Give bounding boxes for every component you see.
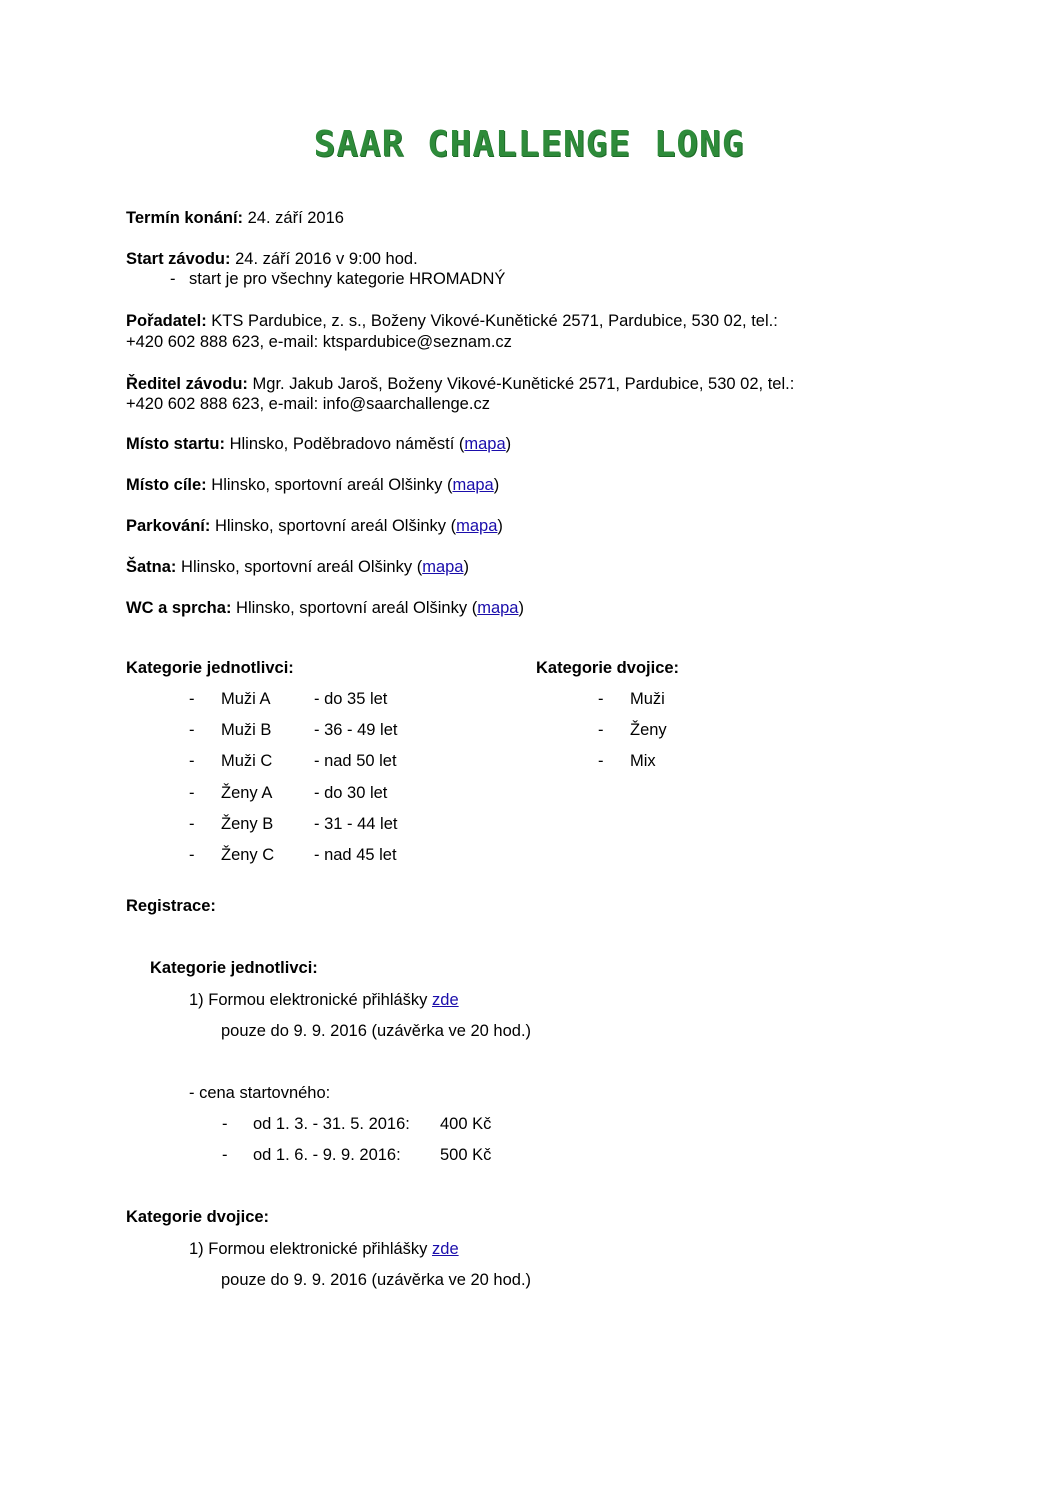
- list-dash: -: [222, 1115, 228, 1133]
- start-note: start je pro všechny kategorie HROMADNÝ: [189, 270, 506, 288]
- location-parking: [126, 516, 503, 536]
- category-name: Ženy C: [221, 846, 275, 864]
- poradatel-line1: [126, 311, 778, 331]
- category-name: Ženy A: [221, 784, 273, 802]
- start-note-dash: -: [170, 270, 176, 288]
- registrace-heading: Registrace:: [126, 897, 216, 915]
- map-link-wc[interactable]: mapa: [477, 599, 519, 617]
- start-value: 24. září 2016 v 9:00 hod.: [230, 250, 418, 268]
- location-finish-value: Hlinsko, sportovní areál Olšinky (: [206, 476, 453, 494]
- category-name: Muži: [630, 690, 665, 708]
- map-link-parking[interactable]: mapa: [456, 517, 498, 535]
- location-wc-value: Hlinsko, sportovní areál Olšinky (: [231, 599, 478, 617]
- list-dash: -: [189, 690, 195, 708]
- location-parking-label: Parkování:: [126, 517, 211, 535]
- termin-value: 24. září 2016: [243, 209, 344, 227]
- category-name: Ženy: [630, 721, 667, 739]
- list-dash: -: [189, 721, 195, 739]
- list-dash: -: [222, 1146, 228, 1164]
- category-name: Mix: [630, 752, 656, 770]
- price-period: od 1. 3. - 31. 5. 2016:: [253, 1115, 410, 1133]
- list-dash: -: [189, 846, 195, 864]
- list-dash: -: [598, 752, 604, 770]
- map-link-finish[interactable]: mapa: [452, 476, 494, 494]
- list-dash: -: [598, 721, 604, 739]
- list-dash: -: [598, 690, 604, 708]
- category-age: - do 35 let: [314, 690, 388, 708]
- reg-step-text: 1) Formou elektronické přihlášky: [189, 991, 433, 1009]
- reg-jednotlivci-deadline: pouze do 9. 9. 2016 (uzávěrka ve 20 hod.): [221, 1022, 532, 1040]
- list-dash: -: [189, 752, 195, 770]
- category-age: - do 30 let: [314, 784, 388, 802]
- start-line: [126, 249, 418, 269]
- reg-dvojice-step: [189, 1240, 459, 1259]
- location-finish: [126, 475, 499, 495]
- location-parking-after: ): [497, 517, 503, 535]
- reg-jednotlivci-heading: Kategorie jednotlivci:: [150, 959, 318, 977]
- location-finish-label: Místo cíle:: [126, 476, 207, 494]
- poradatel-line2: +420 602 888 623, e-mail: ktspardubice@seznam.cz: [126, 333, 512, 351]
- reg-jednotlivci-step: [189, 991, 459, 1010]
- location-wc: [126, 598, 524, 618]
- location-start: [126, 434, 511, 454]
- register-link-individual[interactable]: zde: [432, 991, 459, 1009]
- price-heading: - cena startovného:: [189, 1084, 331, 1102]
- register-link-pairs[interactable]: zde: [432, 1240, 459, 1258]
- location-finish-after: ): [493, 476, 500, 494]
- map-link-start[interactable]: mapa: [464, 435, 506, 453]
- location-wc-after: ): [518, 599, 524, 617]
- reditel-value: Mgr. Jakub Jaroš, Boženy Vikové-Kunětické 2571, Pardubice, 530 02, tel.:: [247, 375, 795, 393]
- location-start-label: Místo startu:: [126, 435, 225, 453]
- reditel-line2: +420 602 888 623, e-mail: info@saarchallenge.cz: [126, 395, 490, 413]
- location-wardrobe-label: Šatna:: [126, 558, 177, 576]
- location-start-after: ): [505, 435, 512, 453]
- category-age: - 31 - 44 let: [314, 815, 398, 833]
- reditel-line1: [126, 374, 794, 394]
- price-value: 400 Kč: [440, 1115, 492, 1133]
- category-name: Muži B: [221, 721, 272, 739]
- reg-dvojice-deadline: pouze do 9. 9. 2016 (uzávěrka ve 20 hod.): [221, 1271, 532, 1289]
- price-value: 500 Kč: [440, 1146, 492, 1164]
- category-name: Ženy B: [221, 815, 274, 833]
- poradatel-value: KTS Pardubice, z. s., Boženy Vikové-Kunětické 2571, Pardubice, 530 02, tel.:: [206, 312, 778, 330]
- category-name: Muži C: [221, 752, 273, 770]
- termin-label: Termín konání:: [126, 209, 244, 227]
- category-name: Muži A: [221, 690, 271, 708]
- reg-dvojice-heading: Kategorie dvojice:: [126, 1208, 270, 1226]
- location-wc-label: WC a sprcha:: [126, 599, 232, 617]
- category-age: - nad 45 let: [314, 846, 397, 864]
- kat-dvojice-heading: Kategorie dvojice:: [536, 659, 680, 677]
- page-title: SAAR CHALLENGE LONG: [313, 124, 745, 165]
- list-dash: -: [189, 815, 195, 833]
- poradatel-label: Pořadatel:: [126, 312, 207, 330]
- location-wardrobe-after: ): [463, 558, 469, 576]
- price-period: od 1. 6. - 9. 9. 2016:: [253, 1146, 401, 1164]
- kat-jednotlivci-heading: Kategorie jednotlivci:: [126, 659, 294, 677]
- start-label: Start závodu:: [126, 250, 231, 268]
- reditel-label: Ředitel závodu:: [126, 375, 248, 393]
- location-start-value: Hlinsko, Poděbradovo náměstí (: [225, 435, 465, 453]
- location-wardrobe-value: Hlinsko, sportovní areál Olšinky (: [176, 558, 423, 576]
- category-age: - nad 50 let: [314, 752, 397, 770]
- list-dash: -: [189, 784, 195, 802]
- termin-line: [126, 208, 344, 228]
- reg-step-text: 1) Formou elektronické přihlášky: [189, 1240, 433, 1258]
- location-wardrobe: [126, 557, 469, 577]
- location-parking-value: Hlinsko, sportovní areál Olšinky (: [210, 517, 457, 535]
- category-age: - 36 - 49 let: [314, 721, 398, 739]
- map-link-wardrobe[interactable]: mapa: [422, 558, 464, 576]
